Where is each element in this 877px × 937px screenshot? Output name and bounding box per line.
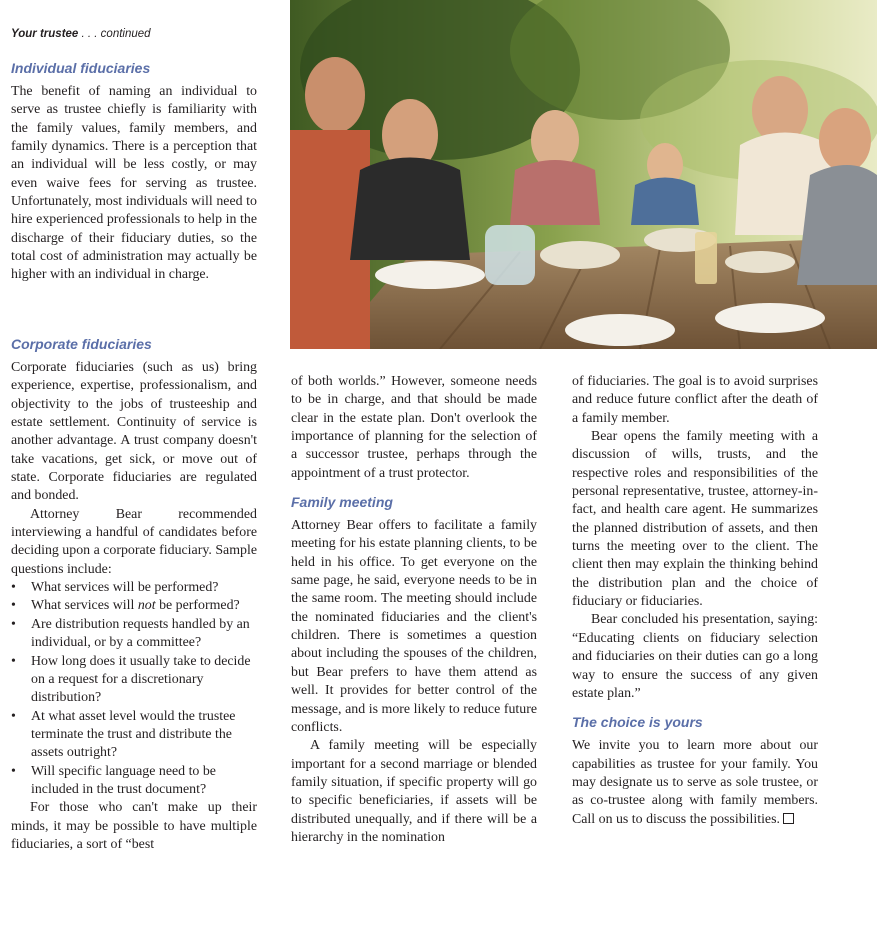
choice-body: We invite you to learn more about our capabilities as trustee for your family. You may designate us to serve as sole trustee, or as co-trustee along with family members. Call on us to discuss the possibilities.	[572, 738, 818, 827]
list-item: • How long does it usually take to decide on a request for a discretionary distribution?	[11, 653, 257, 708]
individual-fiduciaries-heading: Individual fiduciaries	[11, 60, 151, 76]
family-meeting-p5: Bear concluded his presentation, saying: “Educating clients on fiduciary selection and fiduciaries on their duties can go a long way to ensure the success of any given estate plan.”	[572, 612, 818, 701]
list-item: • Are distribution requests handled by an individual, or by a committee?	[11, 616, 257, 653]
choice-heading: The choice is yours	[572, 714, 703, 731]
corporate-p2: Attorney Bear recommended interviewing a handful of candidates before deciding upon a corporate fiduciary. Sample questions include:	[11, 506, 257, 577]
family-meeting-heading: Family meeting	[291, 494, 393, 511]
running-header	[11, 28, 151, 40]
column-3	[572, 373, 818, 829]
corporate-p3: For those who can't make up their minds, it may be possible to have multiple fiduciaries, a sort of “best	[11, 800, 257, 852]
corporate-fiduciaries-section	[11, 336, 257, 854]
corporate-p1: Corporate fiduciaries (such as us) bring experience, expertise, professionalism, and objectivity to the jobs of trusteeship and estate settlement. Continuity of service is another advantage. A trust company doesn't take vacations, get sick, or move out of state. Corporate fiduciaries are regulated and bonded.	[11, 360, 257, 504]
choice-body-wrap	[572, 737, 818, 829]
family-meeting-p4: Bear opens the family meeting with a discussion of wills, trusts, and the respective roles and responsibilities of the personal representative, trustee, attorney-in-fact, and health care agent. He summarizes the planned distribution of assets, and then turns the meeting over to the client. The client then may explain the thinking behind the distribution plan and the choice of fiduciary or fiduciaries.	[572, 429, 818, 610]
individual-fiduciaries-section	[11, 60, 257, 285]
list-item: • What services will not be performed?	[11, 597, 257, 615]
corporate-fiduciaries-heading: Corporate fiduciaries	[11, 336, 152, 352]
family-meeting-p3: of fiduciaries. The goal is to avoid surprises and reduce future conflict after the death of a family member.	[572, 374, 818, 426]
corporate-p4: of both worlds.” However, someone needs to be in charge, and that should be made clear in the estate plan. Don't overlook the importance of planning for the selection of a successor trustee, perhaps through the appointment of a trust protector.	[291, 374, 537, 481]
header-brand: Your trustee	[11, 28, 79, 40]
individual-fiduciaries-text: The benefit of naming an individual to serve as trustee chiefly is familiarity with the family values, family members, and family dynamics. There is a perception that an individual will be less costly, or may even waive fees for serving as trustee. Unfortunately, most individuals will need to hire experienced professionals to help in the discharge of their fiduciary duties, so the total cost of administration may actually be higher with an individual in charge.	[11, 84, 257, 283]
list-item: • Will specific language need to be included in the trust document?	[11, 763, 257, 800]
questions-list	[11, 579, 257, 799]
family-dinner-photo	[290, 0, 877, 349]
list-item: • At what asset level would the trustee terminate the trust and distribute the assets outright?	[11, 708, 257, 763]
list-item: • What services will be performed?	[11, 579, 257, 597]
column-2	[291, 373, 537, 847]
family-meeting-p1: Attorney Bear offers to facilitate a family meeting for his estate planning clients, to be held in his office. To get everyone on the same page, he said, everyone needs to be in the same room. The meeting should include the nominated fiduciaries and the client's children. There is sometimes a question about including the spouses of the children, but Bear prefers to have them attend as well. It provides for better control of the message, and is more likely to reduce future conflicts.	[291, 518, 537, 735]
header-continued: . . . continued	[81, 28, 151, 40]
end-mark-icon	[783, 813, 794, 824]
family-meeting-p2: A family meeting will be especially important for a second marriage or blended family situation, if specific property will go to specific beneficiaries, if assets will be distributed unequally, and if there will be a hierarchy in the nomination	[291, 738, 537, 845]
